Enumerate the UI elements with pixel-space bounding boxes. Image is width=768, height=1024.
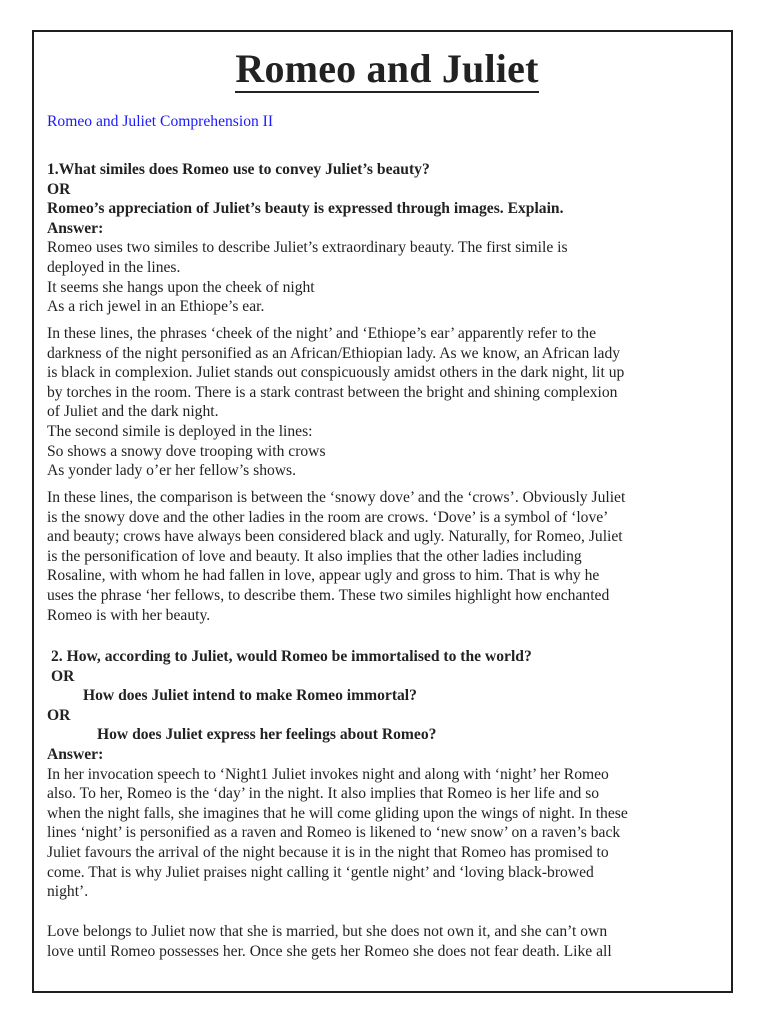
question-2: 2. How, according to Juliet, would Romeo be immortalised to the world?	[51, 648, 532, 665]
question-2-alternative-1: How does Juliet intend to make Romeo immortal?	[83, 687, 417, 705]
question-1: 1.What similes does Romeo use to convey Juliet’s beauty?	[47, 161, 430, 178]
question-2-or-2: OR	[47, 706, 71, 724]
answer-line: Love belongs to Juliet now that she is married, but she does not own it, and she can’t own	[47, 923, 608, 940]
quoted-line: So shows a snowy dove trooping with crows	[47, 442, 326, 460]
answer-line: come. That is why Juliet praises night calling it ‘gentle night’ and ‘loving black-browed	[47, 863, 594, 881]
answer-line: In these lines, the comparison is between the ‘snowy dove’ and the ‘crows’. Obviously Juliet	[47, 489, 626, 506]
answer-2-paragraph-2	[47, 922, 723, 961]
answer-line: Juliet favours the arrival of the night because it is in the night that Romeo has promised to	[47, 843, 609, 861]
answer-line: and beauty; crows have always been considered black and ugly. Naturally, for Romeo, Juliet	[47, 528, 623, 546]
answer-line: darkness of the night personified as an African/Ethiopian lady. As we know, an African lady	[47, 344, 621, 362]
answer-line: of Juliet and the dark night.	[47, 403, 219, 421]
answer-1-paragraph-2	[47, 324, 723, 481]
answer-line: lines ‘night’ is personified as a raven and Romeo is likened to ‘new snow’ on a raven’s back	[47, 824, 621, 842]
answer-1-label: Answer:	[47, 219, 104, 237]
answer-line: In her invocation speech to ‘Night1 Juliet invokes night and along with ‘night’ her Romeo	[47, 765, 609, 783]
answer-line: uses the phrase ‘her fellows, to describe them. These two similes highlight how enchanted	[47, 586, 610, 604]
answer-line: The second simile is deployed in the lines:	[47, 422, 313, 440]
answer-line: deployed in the lines.	[47, 258, 181, 276]
answer-1-paragraph-3	[47, 488, 723, 625]
answer-2-label: Answer:	[47, 745, 104, 763]
quoted-line: As a rich jewel in an Ethiope’s ear.	[47, 298, 265, 316]
document-title: Romeo and Juliet	[235, 46, 539, 91]
answer-line: is black in complexion. Juliet stands out conspicuously amidst others in the dark night, lit up	[47, 364, 625, 382]
answer-line: Romeo uses two similes to describe Juliet’s extraordinary beauty. The first simile is	[47, 239, 568, 257]
answer-line: Rosaline, with whom he had fallen in love, appear ugly and gross to him. That is why he	[47, 567, 600, 585]
document-subtitle: Romeo and Juliet Comprehension II	[47, 113, 274, 130]
answer-line: night’.	[47, 883, 89, 901]
answer-line: by torches in the room. There is a stark contrast between the bright and shining complexion	[47, 383, 618, 401]
answer-line: is the personification of love and beauty. It also implies that the other ladies including	[47, 547, 582, 565]
answer-line: when the night falls, she imagines that he will come gliding upon the wings of night. In these	[47, 804, 628, 822]
answer-line: love until Romeo possesses her. Once she gets her Romeo she does not fear death. Like all	[47, 942, 612, 960]
question-1-alternative: Romeo’s appreciation of Juliet’s beauty is expressed through images. Explain.	[47, 200, 564, 218]
question-1-or: OR	[47, 180, 71, 198]
question-2-or-1: OR	[51, 667, 75, 685]
answer-line: In these lines, the phrases ‘cheek of the night’ and ‘Ethiope’s ear’ apparently refer to the	[47, 325, 597, 342]
answer-line: Romeo is with her beauty.	[47, 606, 211, 624]
question-2-block	[47, 647, 723, 902]
answer-line: also. To her, Romeo is the ‘day’ in the night. It also implies that Romeo is her life and so	[47, 785, 600, 803]
answer-line: is the snowy dove and the other ladies in the room are crows. ‘Dove’ is a symbol of ‘love’	[47, 508, 609, 526]
question-1-block	[47, 160, 723, 317]
quoted-line: As yonder lady o’er her fellow’s shows.	[47, 462, 297, 480]
quoted-line: It seems she hangs upon the cheek of night	[47, 278, 315, 296]
question-2-alternative-2: How does Juliet express her feelings about Romeo?	[97, 726, 437, 744]
